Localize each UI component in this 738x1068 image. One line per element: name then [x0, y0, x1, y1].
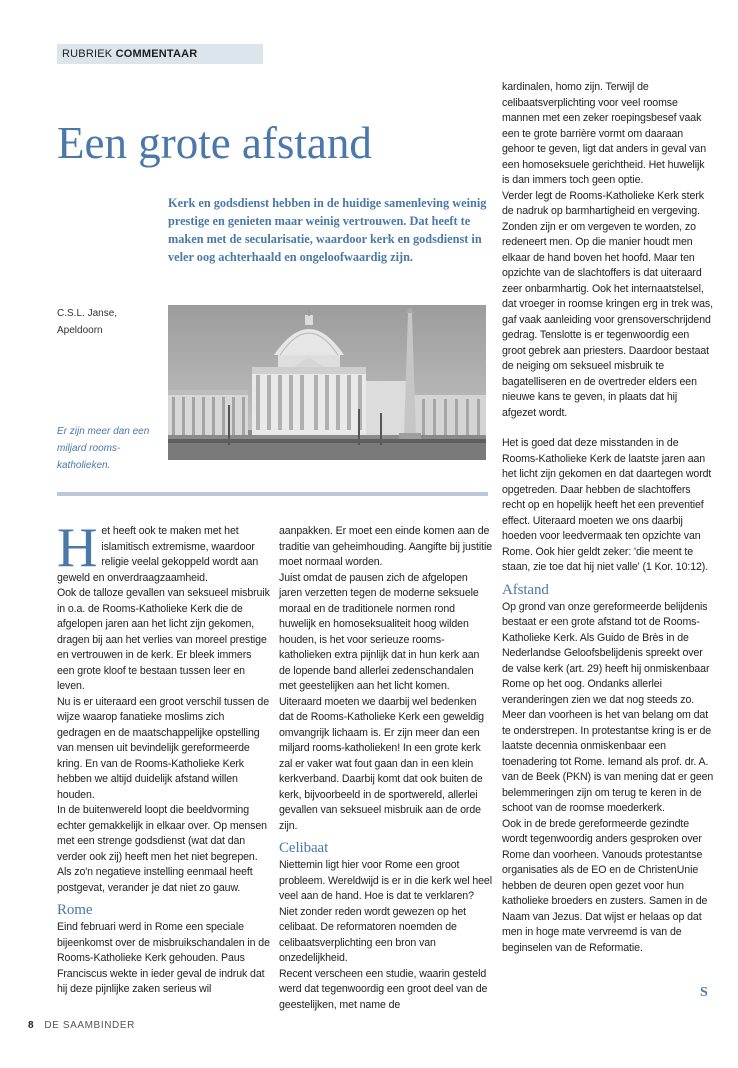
paragraph: Eind februari werd in Rome een speciale bijeenkomst over de misbruikschandalen in de Rooms-Katholieke Kerk gehouden. Paus Franciscus wekte in ieder geval de indruk dat hij deze pijnlijke zaken serieus wil: [57, 921, 270, 995]
article-title: Een grote afstand: [57, 118, 372, 168]
paragraph: Het is goed dat deze misstanden in de Rooms-Katholieke Kerk de laatste jaren aan het licht zijn gekomen en dat daartegen wordt opgetreden. Daar hebben de slachtoffers recht op en hopelijk heeft het een preventief effect. Uiteraard moeten we ons daarbij hoeden voor leedvermaak ten opzichte van Rome. Ook hier geldt zeker: 'die meent te staan, zie toe dat hij niet valle' (1 Kor. 10:12).: [502, 437, 712, 573]
section-heading-afstand: Afstand: [502, 581, 549, 598]
paragraph: Nu is er uiteraard een groot verschil tussen de wijze waarop fanatieke moslims zich gedragen en de maatschappelijke opstelling van mensen uit bevindelijk gereformeerde kring. En van de Rooms-Katholieke Kerk hebben we altijd duidelijk afstand willen houden.: [57, 695, 269, 801]
paragraph: In de buitenwereld loopt die beeldvorming echter gemakkelijk in elkaar over. Op mensen met een strenge godsdienst (wat dat dan verder ook zij) heeft men het niet begrepen. Als zo'n negatieve instelling eenmaal heeft postgevat, verander je dat niet zo gauw.: [57, 804, 267, 894]
paragraph: Het heeft ook te maken met het islamitisch extremisme, waardoor religie veelal gekoppeld wordt aan geweld en onverdraagzaamheid.: [57, 517, 259, 584]
page-footer: [28, 1019, 135, 1033]
rubriek-title: COMMENTAAR: [115, 48, 198, 60]
author-byline: [57, 305, 157, 339]
paragraph: Uiteraard moeten we daarbij wel bedenken dat de Rooms-Katholieke Kerk een geweldig omvangrijk lichaam is. Er zijn meer dan een miljard rooms-katholieken! In een grote kerk zal er vaker wat fout gaan dan in een klein kerkverband. Daarbij komt dat ook buiten de kerk, bijvoorbeeld in de sportwereld, allerlei gevallen van seksueel misbruik aan de orde zijn.: [279, 695, 484, 832]
paragraph: Meer dan voorheen is het van belang om dat te onderstrepen. In protestantse kring is er de laatste decennia onmiskenbaar een toenadering tot Rome. Iemand als prof. dr. A. van de Beek (PKN) is van mening dat er geen belemmeringen zijn om terug te keren in de schoot van de roomse moederkerk.: [502, 709, 714, 814]
page-number: 8: [28, 1020, 34, 1031]
paragraph: Juist omdat de pausen zich de afgelopen jaren verzetten tegen de moderne seksuele moraal en de traditionele normen rond huwelijk en homoseksualiteit hoog wilden houden, is het voor serieuze rooms-katholieken extra pijnlijk dat in hun kerk aan de lopende band allerlei zedenschandalen met geestelijken aan het licht komen.: [279, 571, 480, 692]
section-rule: [57, 492, 488, 496]
drop-cap: H: [57, 517, 98, 579]
end-mark-icon: S: [700, 985, 708, 1000]
rubriek-prefix: RUBRIEK: [62, 48, 113, 60]
column-1: [57, 517, 271, 998]
paragraph: Op grond van onze gereformeerde belijdenis bestaat er een grote afstand tot de Rooms-Katholieke Kerk. Als Guido de Brès in de Nederlandse Geloofsbelijdenis spreekt over de valse kerk (art. 29) heeft hij onmiskenbaar Rome op het oog. Ondanks allerlei veranderingen zien we dat nog steeds zo.: [502, 600, 710, 706]
paragraph: Recent verscheen een studie, waarin gesteld werd dat tegenwoordig een groot deel van de geestelijken, met name de: [279, 967, 488, 1011]
rubriek-label: [57, 44, 263, 64]
paragraph: aanpakken. Er moet een einde komen aan de traditie van geheimhouding. Aangifte bij justitie moet normaal worden.: [279, 525, 493, 568]
paragraph: Ook in de brede gereformeerde gezindte wordt tegenwoordig anders gesproken over Rome dan voorheen. Vanouds protestantse organisaties als de EO en de ChristenUnie hebben de deuren open gezet voor hun katholieke broeders en zusters. Samen in de Naam van Jezus. Dat wijst er helaas op dat men in hoge mate vervreemd is van de beginselen van de Reformatie.: [502, 817, 708, 954]
photo-caption: Er zijn meer dan een miljard rooms-katholieken.: [57, 426, 150, 471]
paragraph: Niettemin ligt hier voor Rome een groot probleem. Wereldwijd is er in die kerk wel heel veel aan de hand. Hoe is dat te verklaren? Niet zonder reden wordt gewezen op het celibaat. De reformatoren noemden de celibaatsverplichting een bron van onzedelijkheid.: [279, 859, 492, 964]
section-heading-rome: Rome: [57, 902, 93, 918]
column-3: [502, 80, 714, 956]
magazine-name: DE SAAMBINDER: [44, 1020, 135, 1031]
article-lead: Kerk en godsdienst hebben in de huidige samenleving weinig prestige en genieten maar weinig vertrouwen. Dat heeft te maken met de secularisatie, waardoor kerk en godsdienst in veler oog achterhaald en ongeloofwaardig zijn.: [168, 196, 487, 264]
section-heading-celibaat: Celibaat: [279, 840, 329, 856]
paragraph: kardinalen, homo zijn. Terwijl de celibaatsverplichting voor veel roomse mannen met een zeker roepingsbesef vaak een te grote barrière vormt om daaraan gehoor te geven, ligt dat anders in geval van een homoseksuele gerichtheid. Het huwelijk is dan immers toch geen optie.: [502, 81, 706, 186]
author-place: Apeldoorn: [57, 325, 103, 336]
paragraph: Verder legt de Rooms-Katholieke Kerk sterk de nadruk op barmhartigheid en vergeving. Zonden zijn er om vergeven te worden, zo redeneert men. Op die manier houdt men elkaar de hand boven het hoofd. Maar ten opzichte van de slachtoffers is dat uiteraard zeer onbarmhartig. Ook het internaatstelsel, dat vroeger in roomse kringen erg in trek was, gaf vaak aanleiding voor grensoverschrijdend gedrag. Tenslotte is er tegenwoordig een groot gebrek aan priesters. Daardoor bestaat de neiging om seksueel misbruik te bagatelliseren en de overtreder elders een nieuwe kans te geven, in plaats dat hij afgezet wordt.: [502, 189, 713, 419]
column-2: [279, 524, 493, 1013]
author-name: C.S.L. Janse,: [57, 308, 118, 319]
paragraph: Ook de talloze gevallen van seksueel misbruik in o.a. de Rooms-Katholieke Kerk die de afgelopen jaren aan het licht zijn gekomen, dragen bij aan het verlies van moreel prestige en vertrouwen in de kerk. Er bleek immers een grote kloof te bestaan tussen leer en leven.: [57, 587, 270, 692]
st-peters-basilica-photo: [168, 305, 486, 460]
